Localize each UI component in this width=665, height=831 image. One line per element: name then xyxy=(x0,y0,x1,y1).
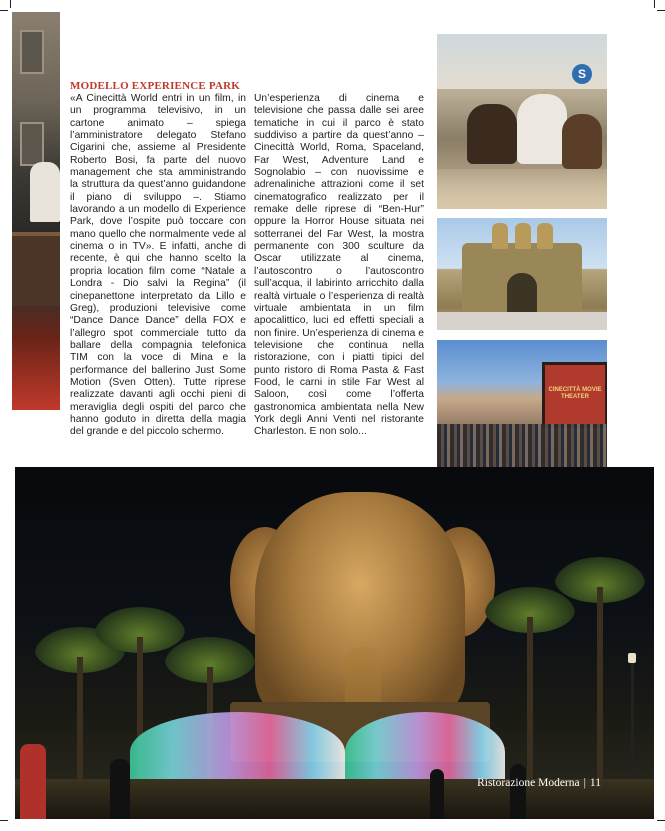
statue-figure xyxy=(537,223,553,249)
crop-mark xyxy=(10,0,11,8)
photo-park-gate xyxy=(437,218,607,330)
sign-badge: S xyxy=(572,64,592,84)
person-silhouette xyxy=(430,769,444,819)
crop-mark xyxy=(654,0,655,8)
footer-separator: | xyxy=(583,777,586,789)
theater-marquee xyxy=(542,362,607,428)
dust-cloud xyxy=(437,169,607,209)
street-lamp xyxy=(631,662,634,782)
horse-figure xyxy=(467,104,517,164)
person-figure xyxy=(30,162,60,222)
horse-figure xyxy=(562,114,602,169)
page-number: 11 xyxy=(589,777,601,789)
palm-trunk xyxy=(527,617,533,779)
statue-figure xyxy=(515,223,531,249)
palm-trunk xyxy=(597,587,603,779)
left-photo-strip xyxy=(12,12,60,410)
crop-mark xyxy=(657,10,665,11)
building-window xyxy=(20,122,44,166)
page-footer xyxy=(477,777,601,789)
trunk-prop xyxy=(12,232,60,306)
photo-far-west-horses xyxy=(437,34,607,209)
gate-arch xyxy=(507,273,537,313)
horse-figure xyxy=(517,94,567,164)
article-heading: MODELLO EXPERIENCE PARK xyxy=(70,80,241,92)
crop-mark xyxy=(0,10,8,11)
lamp-head xyxy=(628,653,636,663)
marquee-text: CINECITTÀ MOVIE THEATER xyxy=(548,387,602,400)
palm-trunk xyxy=(77,657,83,779)
crop-mark xyxy=(657,820,665,821)
building-window xyxy=(20,30,44,74)
article-column-2: Un’esperienza di cinema e televisione che passa dalle sei aree tematiche in cui il parco è stato suddiviso a partire da quest’anno – Cinecittà World, Roma, Spaceland, Far West, Adventure Land e Sognolabio – con nuovissime e adrenaliniche attrazioni come il set cinematografico realizzato per il remake delle riprese di “Ben-Hur” oppure la Horror House situata nei sotterranei del Far West, la mostra permanente con 300 sculture da Oscar utilizzate al cinema, l’autoscontro o l’autoscontro sull’acqua, il labirinto arricchito dalla realtà virtuale o l’esperienza di realtà virtuale ambientata in un film apocalittico, luci ed effetti speciali a non finire. Un’esperienza di cinema e televisione che continua nella ristorazione, con i piatti tipici del punto ristoro di Roma Pasta & Fast Food, le carni in stile Far West al Saloon, così come l’offerta gastronomica ambientata nella New York degli Anni Venti nel ristorante Charleston. E non solo... xyxy=(254,93,424,438)
person-silhouette xyxy=(510,764,526,819)
magazine-name: Ristorazione Moderna xyxy=(477,777,580,789)
crop-mark xyxy=(0,820,8,821)
person-silhouette xyxy=(20,744,46,819)
plaza-floor xyxy=(437,312,607,330)
statue-figure xyxy=(492,223,508,249)
person-silhouette xyxy=(110,759,130,819)
article-column-1: «A Cinecittà World entri in un film, in un programma televisivo, in un cartone animato – spiega l’amministratore delegato Stefano Cigarini che, assieme al Presidente Roberto Bosi, fa parte del nuovo management che sta amministrando la struttura da quest’anno guidandone il piano di sviluppo –. Stiamo lavorando a un modello di Experience Park, dove l’ospite può toccare con mano quello che normalmente vede al cinema o in TV». E infatti, anche di recente, è qui che hanno scelto la propria location film come “Natale a Londra - Dio salvi la Regina” (il cinepanettone interpretato da Lillo e Greg), produzioni televisive come “Dance Dance Dance” della FOX e l’allegro spot commerciale tutto da ballare della compagnia telefonica TIM con la voce di Mina e la performance del ballerino Just Some Motion (Sven Otten). Tutte riprese realizzate davanti agli occhi pieni di meraviglia degli ospiti del parco che hanno goduto in diretta della magia del grande e del piccolo schermo. xyxy=(70,93,246,438)
photo-elephant-night xyxy=(15,467,654,819)
